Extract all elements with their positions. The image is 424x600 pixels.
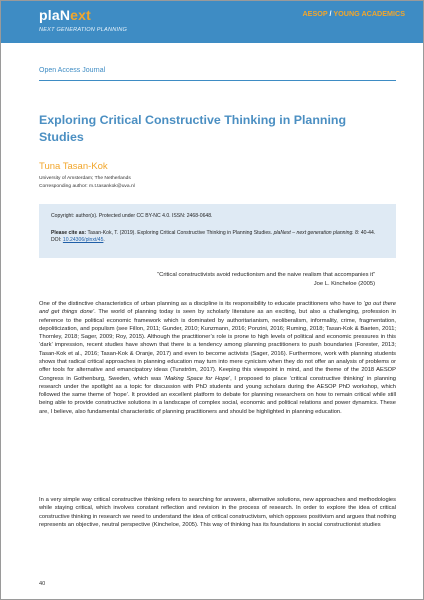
org-aesop: AESOP [302,9,328,18]
journal-header [1,1,423,43]
page-number: 40 [39,581,46,587]
cite-reference: Tasan-Kok, T. (2019). Exploring Critical Constructive Thinking in Planning Studies. [87,230,273,236]
p1-text-a: One of the distinctive characteristics of urban planning as a discipline is its responsibility to educate practitioners who have to [39,301,364,307]
organization-label [302,9,405,18]
p1-text-c: , I proposed to place ‘critical constructive thinking’ in planning research under the spotlight as a topic for discussion with PhD students and young scholars during the AESOP PhD workshop, which followed the same theme of ‘hope’. It provided an excellent platform to debate for planning researchers on how to remain critical while still being able to provide constructive solutions in a landscape of complex social, economic and political relations and power dynamics. These are, I believe, also fundamental characteristic of planning practitioners and should be highlighted in planning education. [39,375,396,415]
body-paragraph-1 [39,300,396,416]
journal-logo [39,7,91,23]
citation-text [51,230,381,245]
journal-tagline: NEXT GENERATION PLANNING [39,27,127,33]
logo-main: plaN [39,7,71,23]
cite-journal: plaNext – next generation planning. [273,230,354,236]
doi-link[interactable]: 10.24306/plnxt/45 [62,237,104,244]
org-young-academics: YOUNG ACADEMICS [333,9,405,18]
body-paragraph-2: In a very simple way critical constructive thinking refers to searching for answers, alternative solutions, new approaches and methodologies while staying critical, which involves constant reflection and revision in the process of research. In order to explore the idea of critical constructive thinking in research we need to understand the idea of critical constructivism, which opposes positivism and argues that nothing represents an objective, neutral perspective (Kincheloe, 2005). This way of thinking has its foundations in social constructionist studies [39,497,396,528]
citation-box [39,204,396,258]
epigraph [157,271,375,288]
logo-accent: ext [70,7,91,23]
cite-label: Please cite as: [51,230,87,236]
cite-end: . [103,237,105,244]
p1-emphasis-b: ‘Making Space for Hope’ [163,375,231,382]
header-divider [39,80,396,81]
access-type-label: Open Access Journal [39,67,106,74]
org-separator: / [327,9,334,18]
copyright-notice: Copyright: author(s). Protected under CC BY-NC 4.0. ISSN: 2468-0648. [51,213,213,219]
cite-pages: 8: 40-44. DOI: [51,230,376,244]
article-title: Exploring Critical Constructive Thinking in Planning Studies [39,113,347,144]
epigraph-source: Joe L. Kincheloe (2005) [313,280,375,287]
author-name: Tuna Tasan-Kok [39,161,108,172]
author-affiliation: University of Amsterdam; The Netherlands [39,176,131,181]
p1-text-b: . The world of planning today is seen by scholarly literature as an exciting, but also a challenging, profession in reference to the political economic framework which is dominated by authoritarianism, neoliberalism, informality, crime, fragmentation, depoliticization, and populism (see Fillon, 2011; Gunder, 2010; Kunzmann, 2016; Ponzini, 2016; Ruming, 2018; Tasan-Kok & Baeten, 2011; Thornley, 2018; Sager, 2009; Roy, 2015). Although the practitioner’s role is prone to high levels of political and economic pressures in this ‘dark’ impression, recent studies have shown that there is a tendency among planning practitioners to push boundaries (Forester, 2013; Tasan-Kok et al., 2016; Tasan-Kok & Oranje, 2017) and even to become activists (Sager, 2016). Furthermore, work with planning students shows that radical critical approaches in planning education may turn into mere cynicism when they do not offer an analysis of problems or offer tools for alternative and emancipatory ideas (Tunström, 2017). Keeping this viewpoint in mind, and the theme of the 2018 AESOP Congress in Gothenburg, Sweden, which was [39,309,396,382]
epigraph-quote: “Critical constructivists avoid reductionism and the naive realism that accompanies it” [157,272,375,278]
corresponding-author: Corresponding author: m.t.tasankok@uva.nl [39,184,135,189]
p1-emphasis-a: ‘go out there and get things done’ [39,301,397,316]
